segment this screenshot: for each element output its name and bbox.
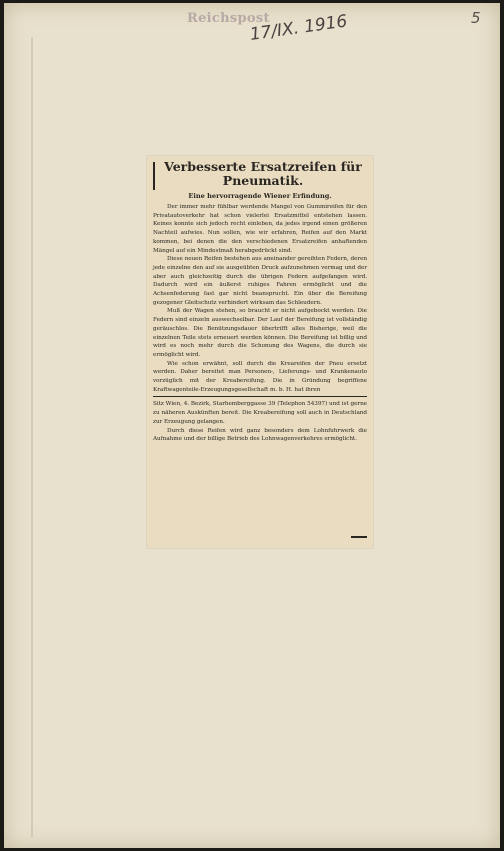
article-paragraph: Wie schon erwähnt, soll durch die Kreareifen der Pneu ersetzt werden. Daher bereitet man Personen-, Lieferungs- und Krankenauto vorzüglich mit der Kreabereifung. Die in Gründung begriffene Kraftwagenteile-Erzeugungsgesellschaft m. b. H. hat ihren bbox=[153, 360, 367, 393]
article-paragraph: Diese neuen Reifen bestehen aus aneinander gereihten Federn, deren jede einzelne den auf sie ausgeübten Druck aufzunehmen vermag und der aber auch gleichzeitig durch die übrigen Federn aufgefangen wird. Dadurch wird ein äußerst ruhiges Fahren ermöglicht und die Achsenfederung fast gar nicht beansprucht. Ein über die Bereifung gezogener Gleitschutz verhindert wirksam das Schleudern. bbox=[153, 256, 367, 306]
article-headline: Verbesserte Ersatzreifen für Pneumatik. bbox=[164, 159, 362, 188]
page-number: 5 bbox=[471, 9, 481, 27]
column-divider bbox=[153, 396, 367, 397]
article-paragraph: Muß der Wagen stehen, so braucht er nicht aufgebockt werden. Die Federn sind einzeln auswechselbar. Der Lauf der Bereifung ist vollständig geräuschlos. Die Benützungsdauer übertrifft alles Bisherige, weil die einzelnen Teile stets erneuert werden können. Die Bereifung ist billig und wird es noch mehr durch die Schonung des Wagens, die durch sie ermöglicht wird. bbox=[153, 308, 367, 358]
article-body bbox=[153, 203, 367, 444]
newspaper-stamp: Reichspost bbox=[187, 11, 270, 26]
fold-line bbox=[31, 37, 33, 837]
archive-sheet bbox=[4, 3, 500, 848]
headline-rule bbox=[153, 162, 155, 190]
article-paragraph: Der immer mehr fühlbar werdende Mangel von Gummireifen für den Privatautoverkehr hat schon vielerlei Ersatzmittel entstehen lassen. Keines konnte sich jedoch recht einleben, da jedes irgend einen größeren Nachteil aufwies. Nun sollen, wie wir erfahren, Reifen auf den Markt kommen, bei denen die den verschiedenen Ersatzreifen anhaftenden Mängel auf ein Mindestmaß herabgedrückt sind. bbox=[153, 204, 367, 254]
article-subheadline: Eine hervorragende Wiener Erfindung. bbox=[188, 192, 332, 200]
article-end-rule bbox=[351, 536, 367, 538]
handwritten-date: 17/IX. 1916 bbox=[248, 11, 349, 45]
newspaper-clipping bbox=[147, 156, 373, 548]
article-paragraph: Durch diese Reifen wird ganz besonders dem Lohnfuhrwerk die Aufnahme und der billige Betrieb des Lohnwagenverkehres ermöglicht. bbox=[153, 427, 367, 443]
article-paragraph: Sitz Wien, 4. Bezirk, Starhemberggasse 39 (Telephon 54397) und ist gerne zu näheren Auskünften bereit. Die Kreabereifung soll auch in Deutschland zur Erzeugung gelangen. bbox=[153, 401, 367, 425]
